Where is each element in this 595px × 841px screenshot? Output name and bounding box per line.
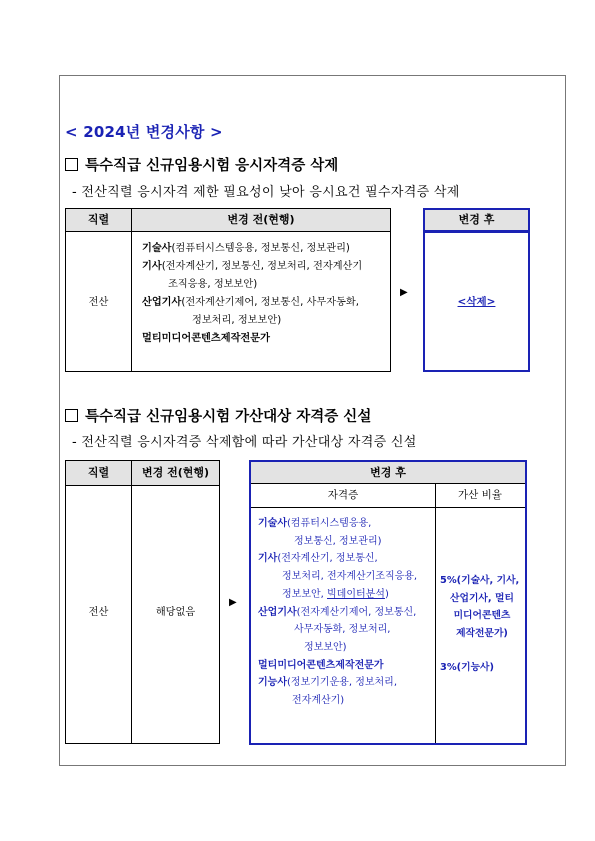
table2-series-text: 전산 [88, 607, 109, 618]
cert-line-5: 정보보안, 빅데이터분석) [282, 588, 389, 600]
before-line-5: 정보처리, 정보보안) [192, 315, 282, 326]
page-heading: < 2024년 변경사항 > [65, 123, 223, 141]
before-line-6: 멀티미디어콘텐츠제작전문가 [142, 333, 270, 344]
cert-line-3: 기사(전자계산기, 정보통신, [258, 553, 378, 565]
table1-series-cell [65, 231, 132, 372]
cert-line-6: 산업기사(전자계산기제어, 정보통신, [258, 606, 417, 618]
ratio-line-2: 산업기사, 멀티 [450, 592, 514, 604]
ratio-line-1: 5%(기술사, 기사, [440, 575, 520, 586]
section2-subtitle: - 전산직렬 응시자격증 삭제함에 따라 가산대상 자격증 신설 [72, 435, 417, 450]
cert-line-10: 기능사(정보기기운용, 정보처리, [258, 677, 398, 689]
cert-line-4: 정보처리, 전자계산기조직응용, [282, 571, 418, 583]
table1-header-after: 변경 후 [423, 208, 530, 232]
before-line-2: 기사(전자계산기, 정보통신, 정보처리, 전자계산기 [142, 261, 363, 272]
table2-cert-list [258, 515, 436, 710]
table2-subheader-ratio: 가산 비율 [435, 484, 525, 508]
table2-ratio-text [438, 572, 526, 677]
table1-series-text: 전산 [88, 297, 109, 308]
cert-line-2: 정보통신, 정보관리) [294, 535, 382, 547]
ratio-line-4: 제작전문가) [456, 627, 508, 639]
section1-subtitle: - 전산직렬 응시자격 제한 필요성이 낮아 응시요건 필수자격증 삭제 [72, 185, 460, 200]
cert-line-7: 사무자동화, 정보처리, [294, 624, 391, 636]
table1-before-cell [131, 231, 391, 372]
section2-title-text: 특수직급 신규임용시험 가산대상 자격증 신설 [85, 409, 372, 425]
section1-title-text: 특수직급 신규임용시험 응시자격증 삭제 [85, 158, 339, 174]
section2-title [65, 405, 371, 426]
table1-header-before: 변경 전(현행) [131, 208, 391, 232]
table2-series-cell [65, 485, 132, 744]
section1-title [65, 154, 338, 175]
arrow-right-icon: ▶ [400, 287, 408, 298]
table2-subheader-cert: 자격증 [251, 484, 436, 508]
deleted-label: <삭제> [457, 296, 496, 308]
cert-line-9: 멀티미디어콘텐츠제작전문가 [258, 659, 384, 671]
table2-header-after: 변경 후 [251, 462, 525, 484]
table1-after-cell [423, 231, 530, 372]
before-line-4: 산업기사(전자계산기제어, 정보통신, 사무자동화, [142, 297, 359, 308]
table2-before-cell [131, 485, 220, 744]
cert-line-8: 정보보안) [304, 641, 347, 653]
table2-before-text: 해당없음 [155, 607, 196, 618]
table1-header-series: 직렬 [65, 208, 132, 232]
checkbox-square-icon [65, 158, 78, 171]
cert-line-11: 전자계산기) [292, 695, 345, 707]
arrow-right-icon: ▶ [229, 597, 237, 608]
before-line-1: 기술사(컴퓨터시스템응용, 정보통신, 정보관리) [142, 243, 350, 254]
ratio-line-5: 3%(기능사) [440, 662, 494, 673]
ratio-line-3: 미디어콘텐츠 [453, 610, 511, 621]
cert-line-1: 기술사(컴퓨터시스템응용, [258, 518, 372, 529]
before-line-3: 조직응용, 정보보안) [168, 279, 258, 290]
table2-header-series: 직렬 [65, 460, 132, 486]
table2-header-before: 변경 전(현행) [131, 460, 220, 486]
checkbox-square-icon [65, 409, 78, 422]
